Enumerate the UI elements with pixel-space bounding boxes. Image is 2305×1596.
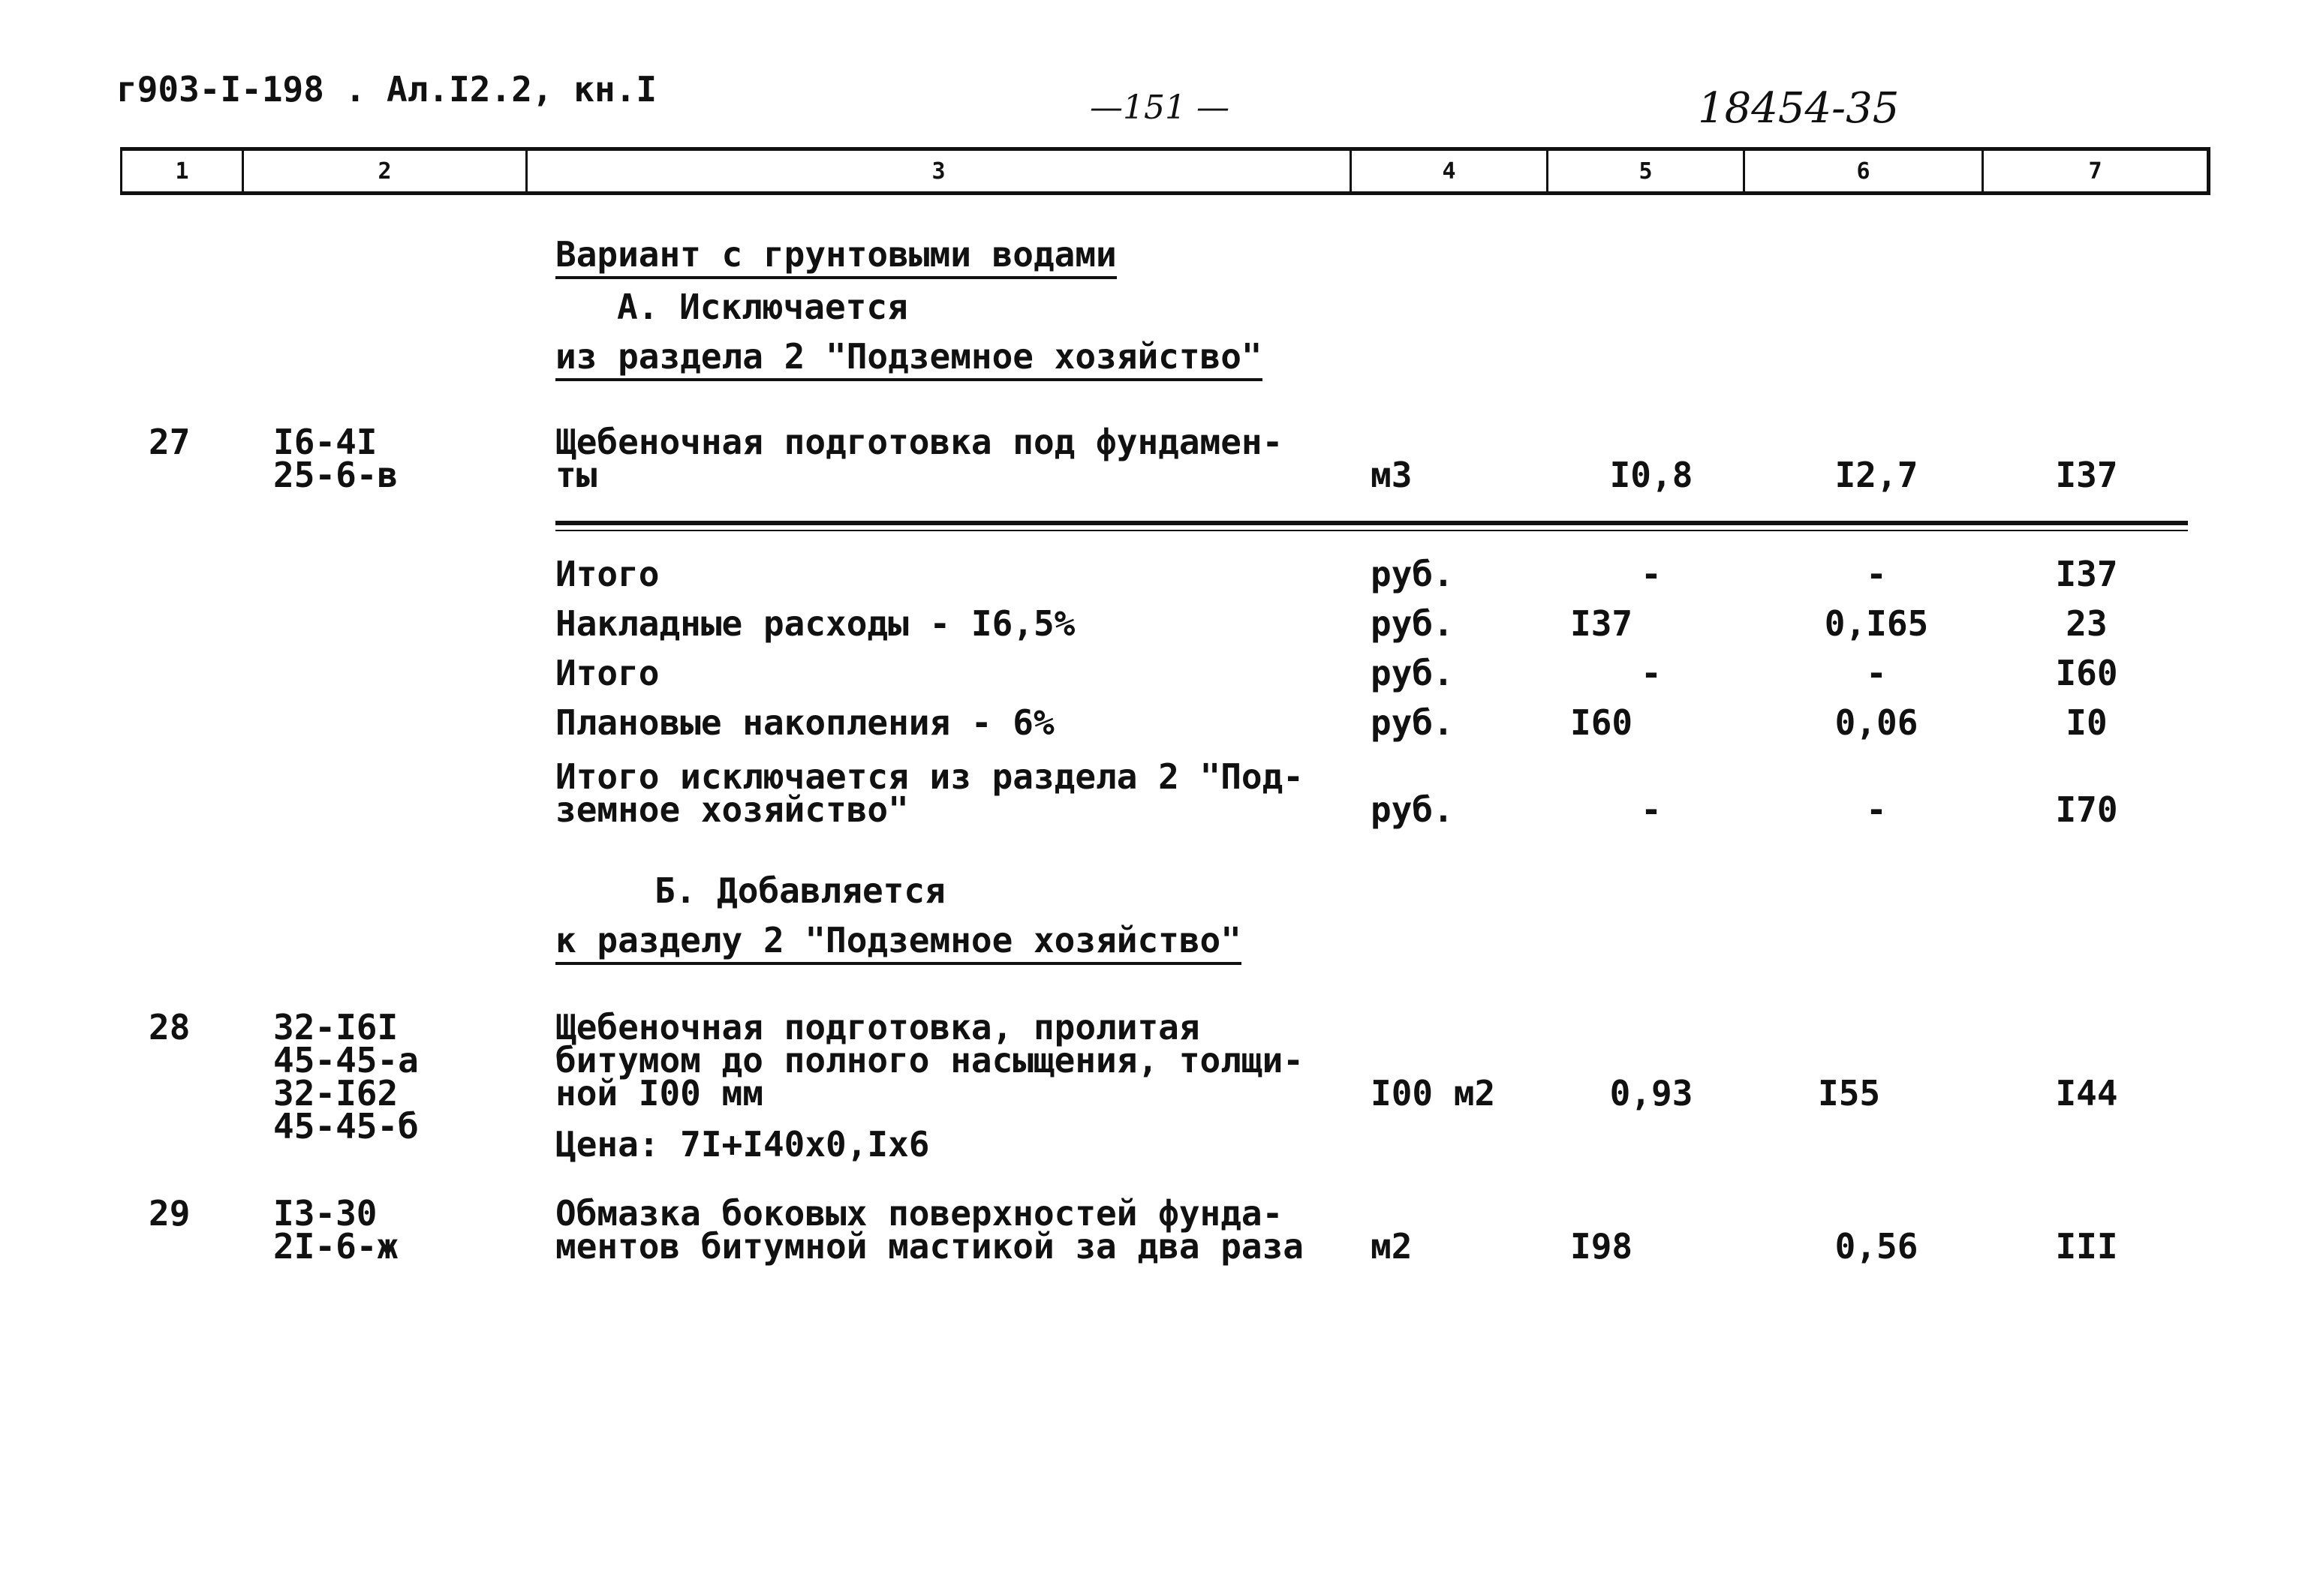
column-header-6: 6	[1743, 147, 1982, 195]
row-col7: I44	[2055, 1073, 2118, 1114]
section-a-title: А. Исключается	[617, 287, 908, 327]
summary-col6: 0,I65	[1824, 603, 1929, 644]
column-header-7: 7	[1982, 147, 2210, 195]
row-description: Обмазка боковых поверхностей фунда-	[555, 1193, 1283, 1234]
total-label: Итого исключается из раздела 2 "Под-	[555, 756, 1304, 797]
row-code: 32-I62	[273, 1073, 399, 1114]
column-header-5: 5	[1546, 147, 1743, 195]
row-description: битумом до полного насыщения, толщи-	[555, 1040, 1304, 1081]
summary-label: Итого	[555, 554, 660, 594]
total-label: земное хозяйство"	[555, 789, 909, 830]
summary-col7: I60	[2055, 653, 2118, 693]
row-code: 32-I6I	[273, 1007, 399, 1047]
row-col5: 0,93	[1609, 1073, 1693, 1114]
row-description: Щебеночная подготовка под фундамен-	[555, 422, 1283, 462]
summary-unit: руб.	[1371, 603, 1454, 644]
total-col5: -	[1641, 789, 1662, 830]
row-col6: I55	[1818, 1073, 1881, 1114]
separator-line	[555, 521, 2188, 525]
summary-unit: руб.	[1371, 554, 1454, 594]
row-unit: м3	[1371, 455, 1413, 495]
row-col7: III	[2055, 1226, 2118, 1267]
summary-col5: I60	[1570, 702, 1633, 743]
row-unit: м2	[1371, 1226, 1413, 1267]
total-col6: -	[1866, 789, 1887, 830]
summary-label: Накладные расходы - I6,5%	[555, 603, 1076, 644]
column-header-1: 1	[120, 147, 242, 195]
summary-label: Плановые накопления - 6%	[555, 702, 1055, 743]
row-col5: I0,8	[1609, 455, 1693, 495]
section-b-subtitle: к разделу 2 "Подземное хозяйство"	[555, 923, 1241, 965]
summary-col7: 23	[2066, 603, 2108, 644]
row-price-formula: Цена: 7I+I40х0,Iх6	[555, 1124, 930, 1165]
document-code: г903-I-198 . Ал.I2.2, кн.I	[116, 69, 657, 110]
row-code: I6-4I	[273, 422, 378, 462]
row-code: I3-30	[273, 1193, 378, 1234]
column-header-4: 4	[1350, 147, 1546, 195]
summary-col6: -	[1866, 653, 1887, 693]
row-number: 29	[149, 1193, 191, 1234]
row-description: ментов битумной мастикой за два раза	[555, 1226, 1304, 1267]
summary-col5: -	[1641, 653, 1662, 693]
row-unit: I00 м2	[1371, 1073, 1496, 1114]
summary-col6: -	[1866, 554, 1887, 594]
row-code: 45-45-а	[273, 1040, 419, 1081]
row-col6: I2,7	[1834, 455, 1918, 495]
page-number: —151 —	[1090, 89, 1229, 127]
row-number: 28	[149, 1007, 191, 1047]
row-col7: I37	[2055, 455, 2118, 495]
section-a-subtitle: из раздела 2 "Подземное хозяйство"	[555, 339, 1262, 381]
summary-col5: I37	[1570, 603, 1633, 644]
row-col6: 0,56	[1834, 1226, 1918, 1267]
summary-col6: 0,06	[1834, 702, 1918, 743]
handwritten-number: 18454-35	[1698, 84, 1900, 133]
row-number: 27	[149, 422, 191, 462]
summary-col5: -	[1641, 554, 1662, 594]
row-code: 2I-6-ж	[273, 1226, 399, 1267]
total-col7: I70	[2055, 789, 2118, 830]
summary-label: Итого	[555, 653, 660, 693]
row-code: 45-45-б	[273, 1106, 419, 1147]
summary-col7: I0	[2066, 702, 2108, 743]
row-description: ной I00 мм	[555, 1073, 763, 1114]
summary-unit: руб.	[1371, 653, 1454, 693]
total-unit: руб.	[1371, 789, 1454, 830]
row-code: 25-6-в	[273, 455, 399, 495]
summary-unit: руб.	[1371, 702, 1454, 743]
column-header-3: 3	[525, 147, 1350, 195]
row-col5: I98	[1570, 1226, 1633, 1267]
summary-col7: I37	[2055, 554, 2118, 594]
row-description: ты	[555, 455, 597, 495]
separator-line	[555, 530, 2188, 531]
section-b-title: Б. Добавляется	[654, 870, 946, 911]
column-header-2: 2	[242, 147, 525, 195]
row-description: Щебеночная подготовка, пролитая	[555, 1007, 1200, 1047]
variant-title: Вариант с грунтовыми водами	[555, 237, 1117, 279]
